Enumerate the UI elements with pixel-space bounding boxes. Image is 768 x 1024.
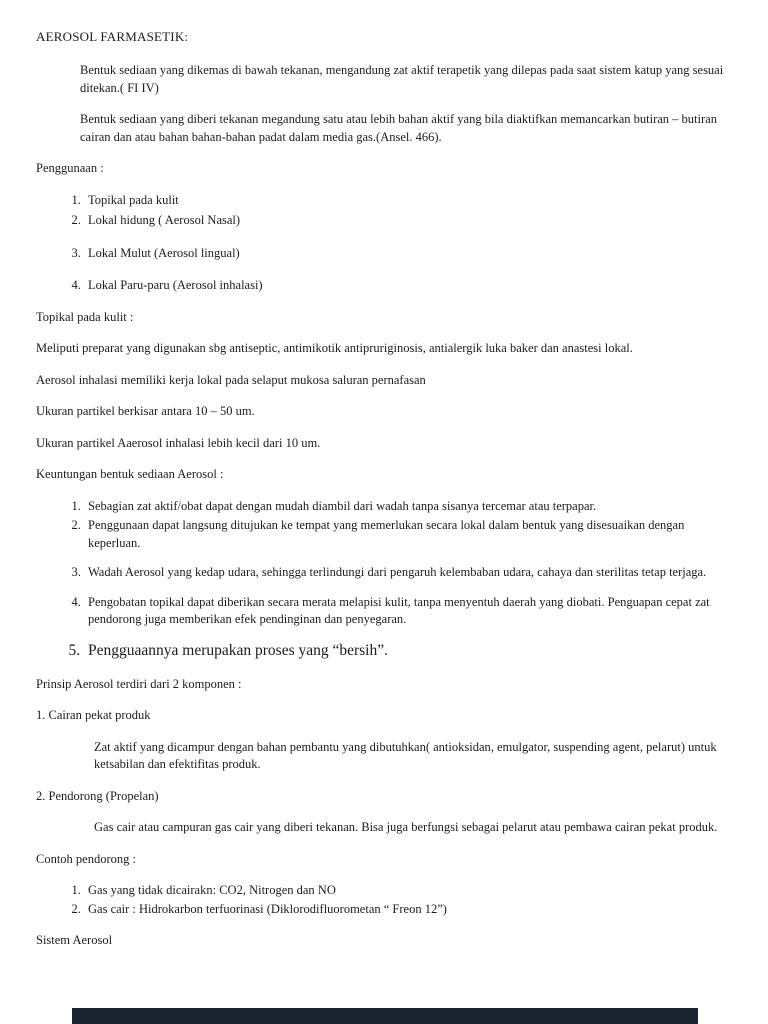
usage-heading: Penggunaan : — [36, 161, 104, 176]
list-item: 4. Lokal Paru-paru (Aerosol inhalasi) — [84, 277, 730, 295]
advantages-list — [36, 498, 730, 662]
footer-bar — [72, 1008, 698, 1024]
note-paragraph: Ukuran partikel berkisar antara 10 – 50 um. — [36, 404, 255, 419]
list-item: 4. Pengobatan topikal dapat diberikan secara merata melapisi kulit, tanpa menyentuh daerah yang diobati. Penguapan cepat zat pendorong juga memberikan efek pendinginan dan penyegaran. — [84, 594, 730, 629]
topical-heading: Topikal pada kulit : — [36, 309, 134, 324]
document-title: AEROSOL FARMASETIK: — [36, 29, 189, 44]
list-item: 2. Lokal hidung ( Aerosol Nasal) — [84, 212, 730, 230]
component2-body: Gas cair atau campuran gas cair yang diberi tekanan. Bisa juga berfungsi sebagai pelarut atau pembawa cairan pekat produk. — [94, 820, 718, 835]
component1-body: Zat aktif yang dicampur dengan bahan pembantu yang dibutuhkan( antioksidan, emulgator, suspending agent, pelarut) untuk ketsabilan dan efektifitas produk. — [94, 739, 717, 772]
component1-heading: 1. Cairan pekat produk — [36, 708, 151, 723]
definition-paragraph-2: Bentuk sediaan yang diberi tekanan megandung satu atau lebih bahan aktif yang bila diaktifkan memancarkan butiran – butiran cairan dan atau bahan bahan-bahan padat dalam media gas.(Ansel. 466). — [80, 112, 717, 144]
closing-text: Sistem Aerosol — [36, 933, 113, 948]
principle-heading: Prinsip Aerosol terdiri dari 2 komponen : — [36, 676, 242, 691]
list-item: 1. Topikal pada kulit — [84, 192, 730, 210]
list-item: 3. Wadah Aerosol yang kedap udara, sehingga terlindungi dari pengaruh kelembaban udara, cahaya dan sterilitas tetap terjaga. — [84, 564, 730, 582]
component2-heading: 2. Pendorong (Propelan) — [36, 788, 159, 803]
list-item: 1. Sebagian zat aktif/obat dapat dengan mudah diambil dari wadah tanpa sisanya tercemar atau terpapar. — [84, 498, 730, 516]
list-item: 3. Lokal Mulut (Aerosol lingual) — [84, 245, 730, 263]
topical-body: Meliputi preparat yang digunakan sbg antiseptic, antimikotik antipruriginosis, antialergik luka baker dan anastesi lokal. — [36, 341, 633, 356]
list-item: 2. Gas cair : Hidrokarbon terfuorinasi (Diklorodifluorometan “ Freon 12”) — [84, 901, 730, 919]
note-paragraph: Ukuran partikel Aaerosol inhalasi lebih kecil dari 10 um. — [36, 435, 321, 450]
advantages-heading: Keuntungan bentuk sediaan Aerosol : — [36, 467, 224, 482]
propellant-examples-heading: Contoh pendorong : — [36, 851, 136, 866]
note-paragraph: Aerosol inhalasi memiliki kerja lokal pada selaput mukosa saluran pernafasan — [36, 372, 426, 387]
propellant-examples-list — [36, 882, 730, 918]
usage-list — [36, 192, 730, 295]
list-item: 1. Gas yang tidak dicairakn: CO2, Nitrogen dan NO — [84, 882, 730, 900]
list-item: 2. Penggunaan dapat langsung ditujukan ke tempat yang memerlukan secara lokal dalam bentuk yang disesuaikan dengan keperluan. — [84, 517, 730, 552]
list-item: 5. Pengguaannya merupakan proses yang “bersih”. — [84, 641, 730, 662]
definition-paragraph-1: Bentuk sediaan yang dikemas di bawah tekanan, mengandung zat aktif terapetik yang dilepas pada saat sistem katup yang sesuai ditekan.( FI IV) — [80, 63, 724, 95]
